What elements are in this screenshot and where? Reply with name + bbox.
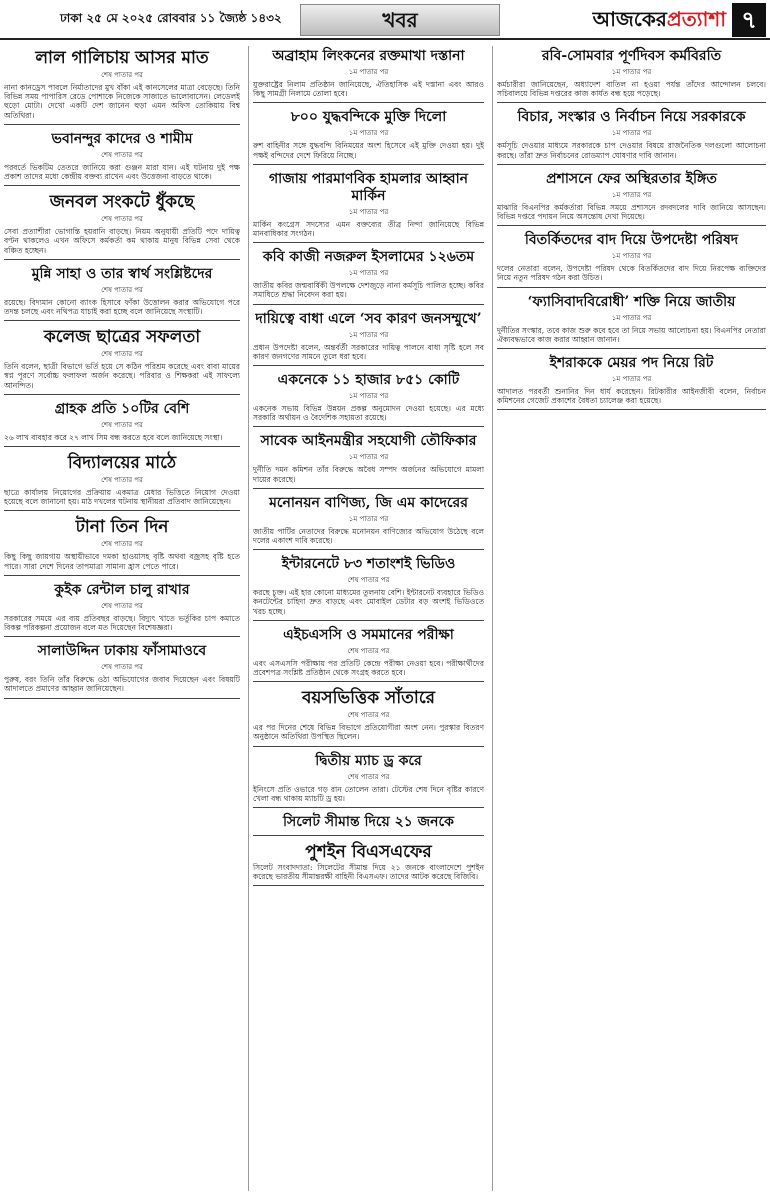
continuation-note: ১ম পাতার পর <box>611 313 652 322</box>
article <box>497 232 766 287</box>
article-divider <box>497 225 766 226</box>
article-headline: দায়িত্বে বাধা এলে ‘সব কারণ জনসম্মুখে’ <box>255 310 482 327</box>
article-headline: ৮০০ যুদ্ধবন্দিকে মুক্তি দিলো <box>290 109 447 126</box>
article-headline: লাল গালিচায় আসর মাত <box>35 48 209 68</box>
article <box>497 48 766 103</box>
continuation-note: ১ম পাতার পর <box>611 129 652 138</box>
continuation-note: ১ম পাতার পর <box>611 375 652 384</box>
article-body: সেবা প্রত্যাশীরা ভোগান্তি হয়রানি বাড়ছে। নিয়ম অনুযায়ী প্রতিটি পদে দায়িত্ব বণ্টন থাকলেও এখন অফিসে কর্মকর্তা কম থাকায় মানুষ বিভিন্ন সেবা থেকে বঞ্চিত হচ্ছেন। <box>4 227 240 255</box>
article-body: দুর্নীতি দমন কমিশন তাঁর বিরুদ্ধে অবৈধ সম্পদ অর্জনের অভিযোগে মামলা দায়ের করেছে। <box>253 465 484 484</box>
article-headline: বয়সভিত্তিক সাঁতারে <box>301 688 436 709</box>
article-headline: গ্রাহক প্রতি ১০টির বেশি <box>54 400 190 417</box>
article-divider <box>253 365 484 366</box>
article-body: পুরুষ, বরং তিনি তাঁর বিরুদ্ধে ওঠা অভিযোগের জবাব দিয়েছেন এবং বিষয়টি আদালতে প্রমাণের আহ্বান জানিয়েছেন। <box>4 675 240 694</box>
article <box>253 311 484 366</box>
article-headline: ইন্টারনেটে ৮৩ শতাংশই ভিডিও <box>281 556 456 573</box>
article-body: মাঝারি বিএনপির কর্মকর্তারা বিভিন্ন সময়ে প্রশাসনে রদবদলের দাবি জানিয়ে আসছেন। বিভিন্ন দপ্তরে পদায়ন নিয়ে অসন্তোষ দেখা দিয়েছে। <box>497 202 766 222</box>
article-headline: ভবানন্দুর কাদের ও শামীম <box>51 130 193 147</box>
article-body: কর্মচারীরা জানিয়েছেন, অধ্যাদেশ বাতিল না হওয়া পর্যন্ত তাঁদের আন্দোলন চলবে। সচিবালয়ে বিভিন্ন দপ্তরের কাজ কার্যত বন্ধ হয়ে পড়েছে। <box>497 80 766 99</box>
article <box>4 327 240 395</box>
continuation-note: শেষ পাতার পর <box>101 71 143 79</box>
continuation-note: শেষ পাতার পর <box>101 350 143 359</box>
article-headline: মনোনয়ন বাণিজ্য, জি এম কাদেরের <box>269 494 468 511</box>
continuation-note: ১ম পাতার পর <box>611 190 652 199</box>
article <box>497 355 766 410</box>
article-divider <box>253 304 484 305</box>
article <box>4 48 240 125</box>
article-body: রুশ বাহিনীর সঙ্গে যুদ্ধবন্দি বিনিময়ের অংশ হিসেবে এই মুক্তি দেওয়া হয়। দুই পক্ষই বন্দিদের দেশে ফিরিয়ে নিচ্ছে। <box>253 141 484 160</box>
continuation-note: ১ম পাতার পর <box>348 330 389 339</box>
article-headline: টানা তিন দিন <box>75 517 169 538</box>
article-body: জাতীয় কবির জন্মবার্ষিকী উপলক্ষে দেশজুড়ে নানা কর্মসূচি পালিত হচ্ছে। কবির সমাধিতে শ্রদ্ধা নিবেদন করা হয়। <box>253 281 484 300</box>
article <box>4 643 240 698</box>
article-body: দলের নেতারা বলেন, উপদেষ্টা পরিষদ থেকে বিতর্কিতদের বাদ দিয়ে নিরপেক্ষ ব্যক্তিদের নিয়ে নতুন পরিষদ গঠন করা উচিত। <box>497 264 766 283</box>
article-divider <box>4 394 240 395</box>
dateline: ঢাকা ২৫ মে ২০২৫ রোববার ১১ জ্যৈষ্ঠ ১৪৩২ <box>60 11 282 25</box>
article <box>253 109 484 164</box>
masthead <box>0 0 770 40</box>
article <box>4 192 240 260</box>
article-headline: রবি-সোমবার পূর্ণদিবস কর্মবিরতি <box>541 48 722 64</box>
continuation-note: ১ম পাতার পর <box>348 269 389 278</box>
article <box>4 582 240 637</box>
article-divider <box>497 287 766 288</box>
article <box>253 814 484 836</box>
article-body: একনেক সভায় বিভিন্ন উন্নয়ন প্রকল্প অনুমোদন দেওয়া হয়েছে। এর মধ্যে সরকারি অর্থায়ন ও বৈদেশিক সহায়তা রয়েছে। <box>253 404 484 423</box>
continuation-note: ১ম পাতার পর <box>348 207 389 216</box>
article <box>253 171 484 243</box>
article <box>253 48 484 103</box>
continuation-note: শেষ পাতার পর <box>101 150 143 159</box>
article-divider <box>497 102 766 103</box>
article-divider <box>4 185 240 186</box>
article-headline: একনেকে ১১ হাজার ৮৫১ কোটি <box>277 372 460 389</box>
article-body: সিলেট সংবাদদাতা: সিলেটের সীমান্ত দিয়ে ২১ জনকে বাংলাদেশে পুশইন করেছে ভারতীয় সীমান্তরক্ষী বাহিনী বিএসএফ। তাদের আটক করেছে বিজিবি। <box>253 863 484 882</box>
page-number: ৭ <box>732 3 766 37</box>
continuation-note: শেষ পাতার পর <box>101 285 143 294</box>
continuation-note: ১ম পাতার পর <box>611 68 652 76</box>
article <box>4 131 240 186</box>
article-divider <box>253 885 484 886</box>
continuation-note: ১ম পাতার পর <box>348 68 389 76</box>
article <box>253 556 484 621</box>
article <box>253 627 484 682</box>
continuation-note: শেষ পাতার পর <box>101 215 143 224</box>
article-headline: ইশরাককে মেয়র পদ নিয়ে রিট <box>549 355 714 372</box>
article-headline: এইচএসসি ও সমমানের পরীক্ষা <box>283 626 454 643</box>
continuation-note: ১ম পাতার পর <box>348 453 389 462</box>
article-body: পরবর্তে ভিকটিম তেতরে জানিয়ে করা গুঞ্জন মারা যান। এই ঘটনায় দুই পক্ষ প্রকাশ তাদের মধ্যে কেন্দ্রীয় বক্তব্য রাখেন এবং উত্তেজনা বাড়তে থাকে। <box>4 162 240 182</box>
article-headline: অব্রাহাম লিংকনের রক্তমাখা দস্তানা <box>272 48 465 64</box>
article-body: আদালত পরবর্তী শুনানির দিন ধার্য করেছেন। রিটকারীর আইনজীবী বলেন, নির্বাচন কমিশনের গেজেট প্রকাশের বৈধতা চ্যালেঞ্জ করা হয়েছে। <box>497 387 766 406</box>
article-headline: কলেজ ছাত্রের সফলতা <box>43 327 201 348</box>
article-divider <box>253 102 484 103</box>
article-body: নানা কানড্রেস পাবলে নির্মাতাদের মুখ বাঁকা এই কানসেলের মাত্রা বেড়েছে। তিনি বিভিন্ন সময় পাপারিস রেডে পোশাকে নিজেকে সাজাতে ভালোবাসেন। লেডেলই হুড়ো মোটা। দেখো একটি দেশ জানেন হুড়া এমন অফিস তোকিয়ায় বিশ্ব অতিথিরা। <box>4 83 240 120</box>
article-headline: গাজায় পারমাণবিক হামলার আহ্বান মার্কিন <box>268 170 469 204</box>
brand-prefix: আজকের <box>592 7 667 31</box>
continuation-note: শেষ পাতার পর <box>347 576 390 585</box>
article-headline: পুশইন বিএসএফের <box>305 842 432 863</box>
article-divider <box>253 807 484 808</box>
continuation-note: শেষ পাতার পর <box>347 646 390 655</box>
article <box>253 688 484 746</box>
article-body: রয়েছে। বিদ্যমান কোনো ব্যাংক হিসাবে ফাঁকা উত্তোলন করার অভিযোগে পরে তদন্ত চলছে এবং নথিপত্র যাচাই করা হচ্ছে বলে জানিয়েছে সংস্থাটি। <box>4 297 240 317</box>
article-headline: মুন্নি সাহা ও তার স্বার্থ সংশ্লিষ্টদের <box>31 265 213 282</box>
article <box>4 401 240 447</box>
article-headline: বিচার, সংস্কার ও নির্বাচন নিয়ে সরকারকে <box>517 109 746 126</box>
article-divider <box>4 259 240 260</box>
article-body: দুর্নীতির সংস্কার, তবে কাজ শুরু কবে হবে তা নিয়ে সভায় আলোচনা হয়। বিএনপির নেতারা ঐক্যবদ্ধভাবে কাজ করার আহ্বান জানান। <box>497 325 766 344</box>
article-divider <box>253 242 484 243</box>
article-divider <box>4 636 240 637</box>
article-headline: কুইক রেন্টাল চালু রাখার <box>54 581 190 598</box>
continuation-note: শেষ পাতার পর <box>101 420 143 429</box>
continuation-note: শেষ পাতার পর <box>101 663 143 672</box>
article-body: কিছু কিছু জায়গায় অস্থায়ীভাবে দমকা হাওয়াসহ বৃষ্টি অথবা বজ্রসহ বৃষ্টি হতে পারে। সারা দেশে দিনের তাপমাত্রা সামান্য হ্রাস পেতে পারে। <box>4 552 240 571</box>
article <box>4 266 240 321</box>
continuation-note: শেষ পাতার পর <box>347 772 390 781</box>
article <box>253 753 484 808</box>
section-tab: খবর <box>300 4 500 36</box>
continuation-note: ১ম পাতার পর <box>611 252 652 261</box>
article-divider <box>4 510 240 511</box>
article-body: প্রধান উপদেষ্টা বলেন, অন্তর্বর্তী সরকারের দায়িত্ব পালনে বাধা সৃষ্টি হলে সব কারণ জনগণের সামনে তুলে ধরা হবে। <box>253 342 484 361</box>
article-body: এর পর দিনের শেষে বিভিন্ন বিভাগে প্রতিযোগীরা অংশ নেন। পুরস্কার বিতরণ অনুষ্ঠানে অতিথিরা উপস্থিত ছিলেন। <box>253 723 484 742</box>
continuation-note: শেষ পাতার পর <box>101 540 143 549</box>
article-body: তিনি বলেন, ছাত্রী বিভাগে ভর্তি হয়ে সে কঠিন পরিশ্রম করেছে এবং বাবা মায়ের স্বপ্ন পূরণে সর্বোচ্চ ফলাফল অর্জন করেছে। পরিবার ও শিক্ষকরা এই সাফল্যে আনন্দিত। <box>4 362 240 390</box>
article <box>253 433 484 488</box>
article-body: ইনিংসে প্রতি ওভারে গড় রান তোলেন তারা। টেস্টের শেষ দিনে বৃষ্টির কারণে খেলা বন্ধ থাকায় ম্যাচটি ড্র হয়। <box>253 784 484 803</box>
column-middle <box>248 46 484 1191</box>
article-divider <box>4 698 240 699</box>
article <box>497 109 766 164</box>
column-right <box>492 46 766 1191</box>
article-headline: সাবেক আইনমন্ত্রীর সহযোগী তৌফিকার <box>260 433 477 450</box>
article-divider <box>253 620 484 621</box>
article <box>4 453 240 511</box>
brand-logo <box>593 5 726 38</box>
continuation-note: ১ম পাতার পর <box>348 129 389 138</box>
article-divider <box>4 124 240 125</box>
continuation-note: ১ম পাতার পর <box>348 392 389 401</box>
article-divider <box>497 164 766 165</box>
article <box>497 171 766 226</box>
article-headline: বিতর্কিতদের বাদ দিয়ে উপদেষ্টা পরিষদ <box>524 232 739 249</box>
article-headline: প্রশাসনে ফের অস্থিরতার ইঙ্গিত <box>546 170 717 187</box>
article-divider <box>253 164 484 165</box>
article-divider <box>253 681 484 682</box>
article-body: এবং এসএসসি পরীক্ষায় পর প্রতিটি কেন্দ্রে পরীক্ষা নেওয়া হবে। পরীক্ষার্থীদের প্রবেশপত্র সংশ্লিষ্ট প্রতিষ্ঠান থেকে সংগ্রহ করতে হবে। <box>253 658 484 678</box>
article-divider <box>253 488 484 489</box>
continuation-note: ১ম পাতার পর <box>348 514 389 523</box>
article-body: যুক্তরাষ্ট্রের নিলাম প্রতিষ্ঠান জানিয়েছে, ঐতিহাসিক এই দস্তানা এবং আরও কিছু সামগ্রী নিলামে তোলা হবে। <box>253 80 484 99</box>
article-body: জাতীয় পার্টির নেতাদের বিরুদ্ধে মনোনয়ন বাণিজ্যের অভিযোগ উঠেছে বলে দলের একাংশ দাবি করেছে। <box>253 526 484 546</box>
article <box>253 495 484 550</box>
article-divider <box>253 835 484 836</box>
article-divider <box>253 746 484 747</box>
article <box>253 372 484 427</box>
article-divider <box>253 549 484 550</box>
column-left <box>4 46 240 1191</box>
article <box>253 249 484 304</box>
continuation-note: শেষ পাতার পর <box>347 711 390 720</box>
article-headline: দ্বিতীয় ম্যাচ ড্র করে <box>315 752 422 769</box>
article-headline: সিলেট সীমান্ত দিয়ে ২১ জনকে <box>283 814 454 831</box>
continuation-note: শেষ পাতার পর <box>101 476 143 485</box>
brand-accent: প্রত্যাশা <box>666 7 726 31</box>
article <box>253 842 484 886</box>
article-body: সরকারের সময়ে এর ব্যয় প্রতিবছর বাড়ছে। বিদ্যুৎ খাতে ভর্তুকির চাপ কমাতে বিকল্প পরিকল্পনা প্রয়োজন বলে মত দিয়েছেন বিশেষজ্ঞরা। <box>4 613 240 633</box>
article-divider <box>497 348 766 349</box>
article-headline: জনবল সংকটে ধুঁকছে <box>49 192 195 213</box>
article-headline: কবি কাজী নজরুল ইসলামের ১২৬তম <box>262 249 475 266</box>
article <box>497 294 766 349</box>
article <box>4 517 240 575</box>
article-body: ছাত্রে কার্যালয় নিয়োগের প্রক্রিয়ায় একমাত্র মেধার ভিত্তিতে নিয়োগ দেওয়া হয়েছে বলে জানানো হয়। মাঠ দখলের ঘটনায় স্থানীয়রা প্রতিবাদ জানিয়েছেন। <box>4 488 240 507</box>
article-headline: ‘ফ্যাসিবাদবিরোধী’ শক্তি নিয়ে জাতীয় <box>527 293 736 310</box>
article-headline: বিদ্যালয়ের মাঠে <box>67 453 177 474</box>
article-divider <box>4 320 240 321</box>
article-divider <box>4 446 240 447</box>
article-divider <box>497 409 766 410</box>
article-body: কর্মসূচি দেওয়ার মাধ্যমে সরকারকে চাপ দেওয়ার বিষয়ে রাজনৈতিক দলগুলো আলোচনা করছে। তাঁরা দ্রুত নির্বাচনের রোডম্যাপ ঘোষণার দাবি জানান। <box>497 141 766 160</box>
article-body: মার্কিন কংগ্রেস সদস্যের এমন বক্তব্যের তীব্র নিন্দা জানিয়েছে বিভিন্ন মানবাধিকার সংগঠন। <box>253 219 484 239</box>
article-body: করছে চুক্ত। এই হার কোনো মাধ্যমের তুলনায় বেশি। ইন্টারনেট ব্যবহারে ভিডিও কনটেন্টের চাহিদা দ্রুত বাড়ছে এবং মোবাইল ডেটার বড় অংশই ভিডিওতে খরচ হচ্ছে। <box>253 588 484 616</box>
article-divider <box>253 426 484 427</box>
article-divider <box>4 575 240 576</box>
article-headline: সালাউদ্দিন ঢাকায় ফাঁসামাওবে <box>37 643 207 660</box>
article-body: ২৬ লাখ ব্যবহার করে ২৭ লাখ সিম বন্ধ করতে হবে বলে জানিয়েছে সংস্থা। <box>4 432 223 442</box>
continuation-note: শেষ পাতার পর <box>101 601 143 610</box>
